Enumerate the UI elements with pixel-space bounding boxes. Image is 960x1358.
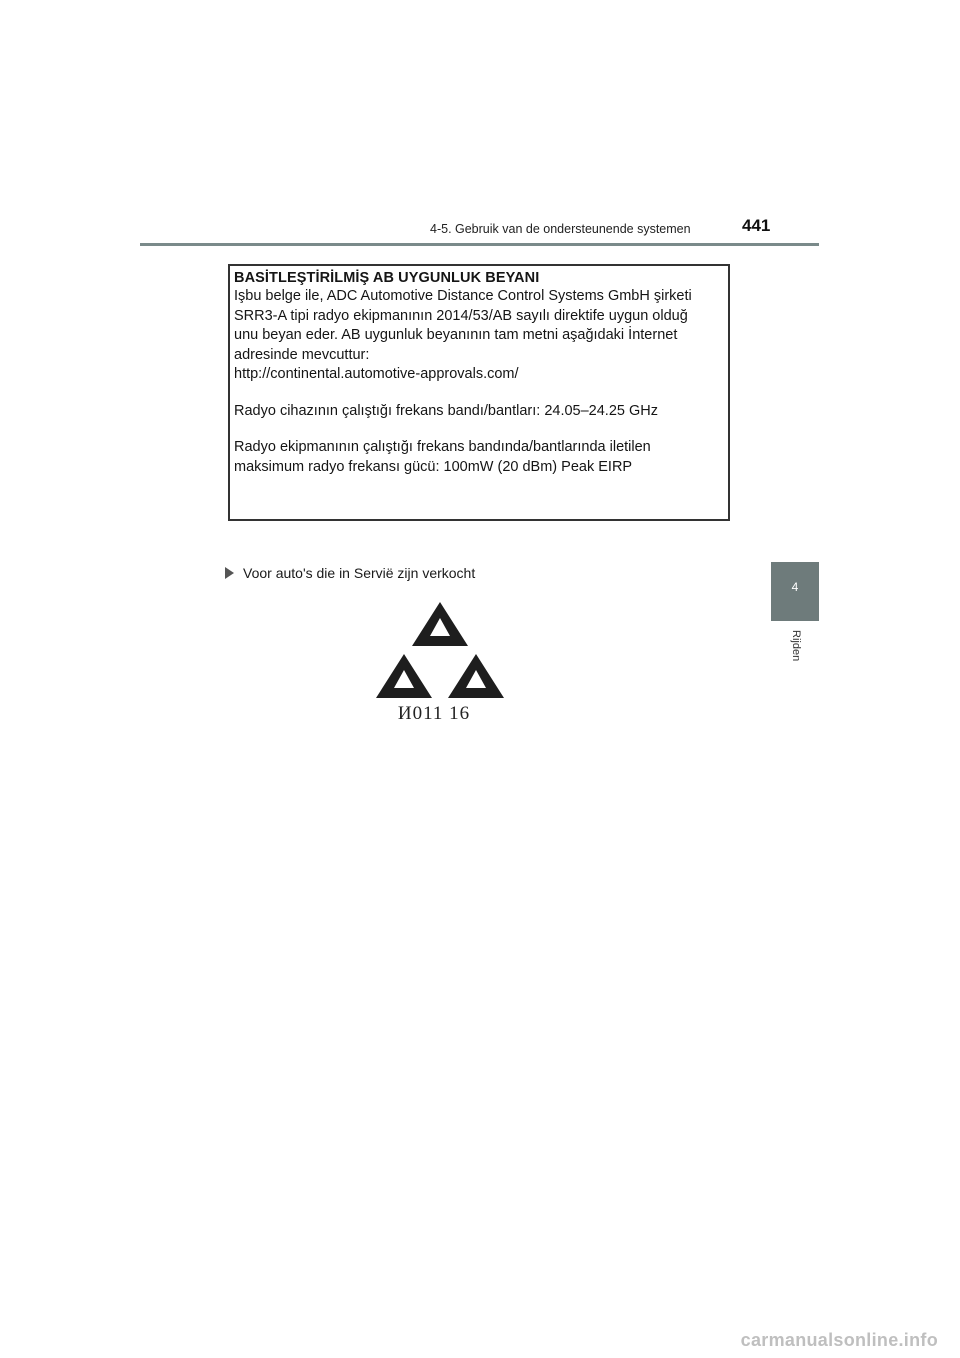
watermark-link[interactable]: carmanualsonline.info	[740, 1330, 938, 1350]
serbia-bullet-text: Voor auto's die in Servië zijn verkocht	[243, 565, 476, 581]
declaration-power: maksimum radyo frekansı gücü: 100mW (20 dBm) Peak EIRP	[234, 458, 633, 475]
spacer	[234, 421, 724, 438]
declaration-box	[228, 264, 730, 521]
declaration-url: http://continental.automotive-approvals.com/	[234, 366, 519, 382]
declaration-line: Işbu belge ile, ADC Automotive Distance Control Systems GmbH şirketi	[234, 288, 692, 304]
serbia-bullet	[225, 565, 475, 581]
page-number: 441	[742, 216, 771, 235]
header-rule	[140, 243, 819, 246]
bullet-arrow-icon	[225, 567, 234, 579]
declaration-title: BASİTLEŞTİRİLMİŞ AB UYGUNLUK BEYANI	[234, 270, 540, 286]
declaration-line: unu beyan eder. AB uygunluk beyanının tam metni aşağıdaki İnternet	[234, 327, 678, 343]
declaration-line: adresinde mevcuttur:	[234, 346, 370, 363]
declaration-frequency: Radyo cihazının çalıştığı frekans bandı/bantları: 24.05–24.25 GHz	[234, 402, 658, 419]
declaration-line: SRR3-A tipi radyo ekipmanının 2014/53/AB sayılı direktife uygun olduğ	[234, 307, 688, 324]
serbian-conformity-code: И011 16	[397, 703, 471, 724]
header-section-title: 4-5. Gebruik van de ondersteunende systemen	[430, 222, 691, 236]
chapter-tab-number: 4	[791, 580, 799, 594]
spacer	[234, 385, 724, 402]
declaration-power: Radyo ekipmanının çalıştığı frekans bandında/bantlarında iletilen	[234, 439, 651, 455]
chapter-tab-label: Rijden	[790, 630, 802, 662]
